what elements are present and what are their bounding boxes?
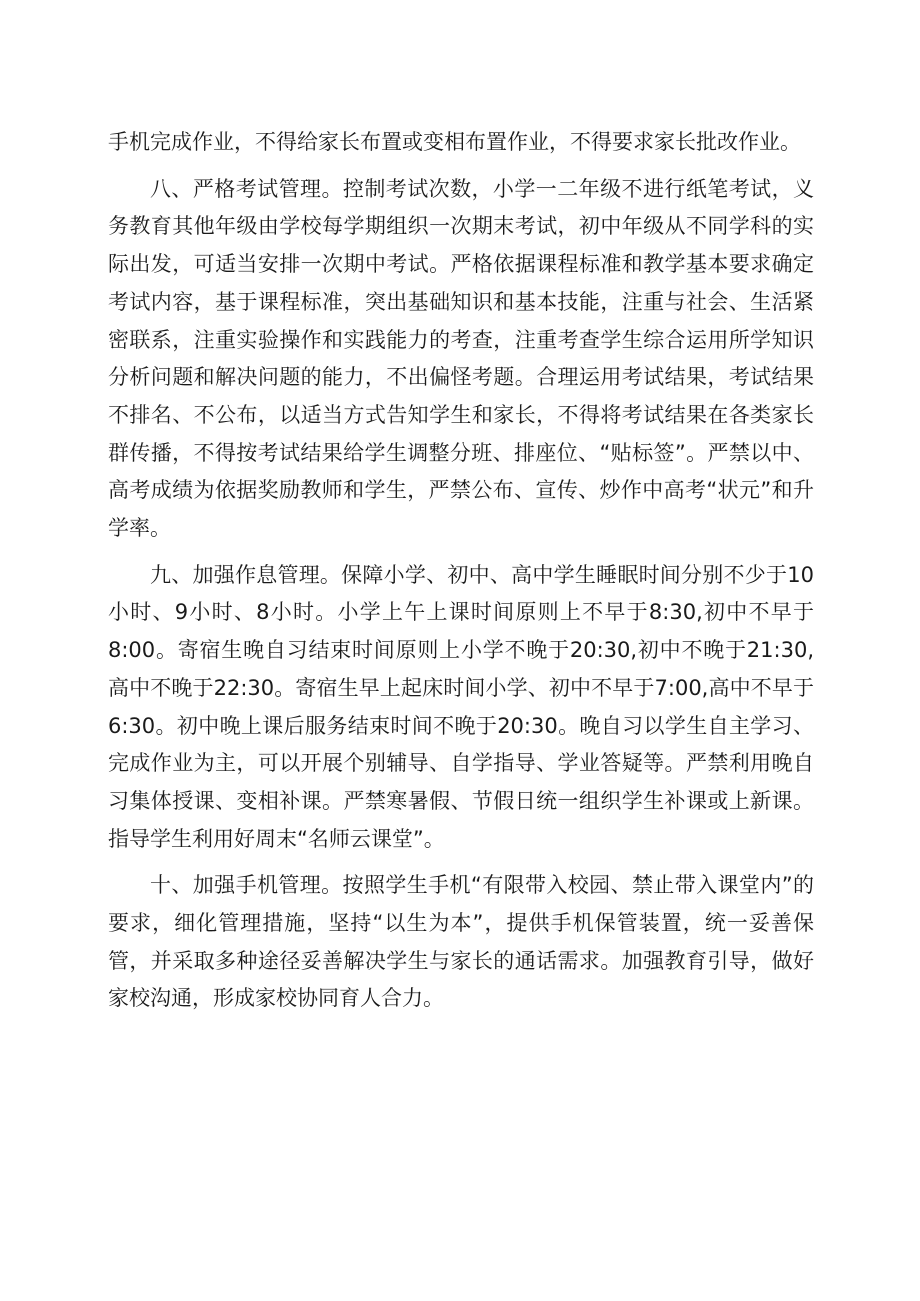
paragraph-continuation: 手机完成作业，不得给家长布置或变相布置作业，不得要求家长批改作业。 <box>108 130 801 154</box>
paragraph-section-9-schedule-management: 九、加强作息管理。保障小学、初中、高中学生睡眠时间分别不少于10小时、9小时、8小时。小学上午上课时间原则上不早于8:30,初中不早于8:00。寄宿生晚自习结束时间原则上小学不晚于20:30,初中不晚于21:30,高中不晚于22:30。寄宿生早上起床时间小学、初中不早于7:00,高中不早于6:30。初中晚上课后服务结束时间不晚于20:30。晚自习以学生自主学习、完成作业为主，可以开展个别辅导、自学指导、学业答疑等。严禁利用晚自习集体授课、变相补课。严禁寒暑假、节假日统一组织学生补课或上新课。指导学生利用好周末“名师云课堂”。 <box>108 562 814 851</box>
paragraph-section-10-phone-management: 十、加强手机管理。按照学生手机“有限带入校园、禁止带入课堂内”的要求，细化管理措施，坚持“以生为本”，提供手机保管装置，统一妥善保管，并采取多种途径妥善解决学生与家长的通话需求。加强教育引导，做好家校沟通，形成家校协同育人合力。 <box>108 873 814 1011</box>
paragraph-section-8-exam-management: 八、严格考试管理。控制考试次数，小学一二年级不进行纸笔考试，义务教育其他年级由学校每学期组织一次期末考试，初中年级从不同学科的实际出发，可适当安排一次期中考试。严格依据课程标准和教学基本要求确定考试内容，基于课程标准，突出基础知识和基本技能，注重与社会、生活紧密联系，注重实验操作和实践能力的考查，注重考查学生综合运用所学知识分析问题和解决问题的能力，不出偏怪考题。合理运用考试结果，考试结果不排名、不公布，以适当方式告知学生和家长，不得将考试结果在各类家长群传播，不得按考试结果给学生调整分班、排座位、“贴标签”。严禁以中、高考成绩为依据奖励教师和学生，严禁公布、宣传、炒作中高考“状元”和升学率。 <box>108 176 814 541</box>
document-body <box>108 124 814 1018</box>
